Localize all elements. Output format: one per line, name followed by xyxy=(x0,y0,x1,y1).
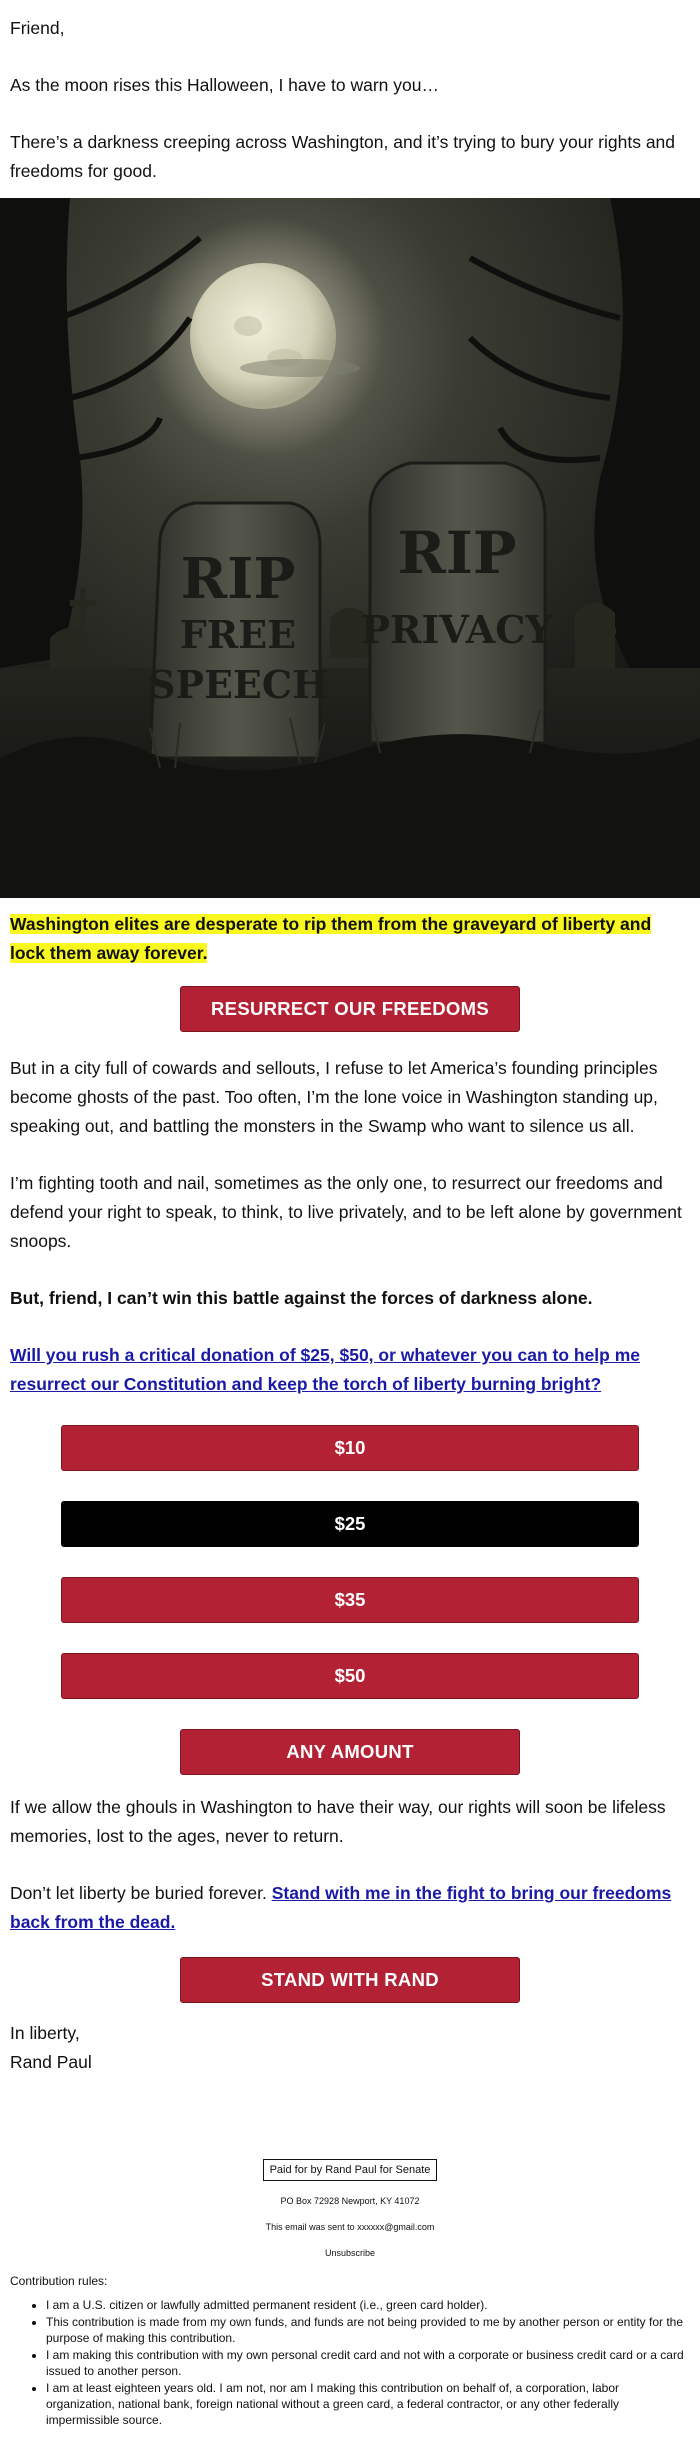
highlighted-statement xyxy=(0,910,700,968)
graveyard-illustration xyxy=(0,198,700,898)
stone-left-line2: FREE xyxy=(179,612,297,657)
stand-with-me-link[interactable]: Stand with me in the fight to bring our freedoms back from the dead. xyxy=(10,1883,672,1932)
amount-button-25[interactable]: $25 xyxy=(61,1501,639,1547)
highlighted-text: Washington elites are desperate to rip them from the graveyard of liberty and lock them away forever. xyxy=(10,914,652,963)
rule-item: • I am a U.S. citizen or lawfully admitted permanent resident (i.e., green card holder). xyxy=(46,2297,690,2313)
rule-item: • I am at least eighteen years old. I am not, nor am I making this contribution on behalf of, a corporation, labor organization, national bank, foreign national without a green card, a federal contractor, or any other federally impermissible source. xyxy=(46,2380,690,2428)
stone-left-line1: RIP xyxy=(180,546,296,612)
rule-item: • This contribution is made from my own funds, and funds are not being provided to me by another person or entity for the purpose of making this contribution. xyxy=(46,2314,690,2346)
intro-warning: As the moon rises this Halloween, I have to warn you… xyxy=(10,75,439,95)
resurrect-freedoms-button[interactable]: RESURRECT OUR FREEDOMS xyxy=(180,986,520,1032)
greeting: Friend, xyxy=(10,18,65,38)
rules-list xyxy=(10,2297,690,2428)
paragraph-buried xyxy=(0,1879,700,1937)
donate-paragraph xyxy=(0,1341,700,1399)
donate-link[interactable]: Will you rush a critical donation of $25, $50, or whatever you can to help me resurrect our Constitution and keep the torch of liberty burning bright? xyxy=(10,1345,640,1394)
intro-darkness: There’s a darkness creeping across Washington, and it’s trying to bury your rights and freedoms for good. xyxy=(10,132,676,181)
paragraph-alone: But, friend, I can’t win this battle against the forces of darkness alone. xyxy=(10,1288,593,1308)
hero-graveyard-image[interactable] xyxy=(0,198,700,898)
signoff: In liberty, xyxy=(10,2023,80,2043)
amount-button-35[interactable]: $35 xyxy=(61,1577,639,1623)
amount-button-50[interactable]: $50 xyxy=(61,1653,639,1699)
stone-left-line3: SPEECH xyxy=(147,662,329,707)
paragraph-fighting: I’m fighting tooth and nail, sometimes as the only one, to resurrect our freedoms and defend your right to speak, to think, to live privately, and to be left alone by government snoops. xyxy=(10,1173,682,1251)
paragraph-ghouls: If we allow the ghouls in Washington to have their way, our rights will soon be lifeless memories, lost to the ages, never to return. xyxy=(10,1797,666,1846)
contribution-rules xyxy=(0,2273,700,2428)
paid-for-disclaimer: Paid for by Rand Paul for Senate xyxy=(263,2159,438,2181)
paragraph-city: But in a city full of cowards and sellouts, I refuse to let America’s founding principles become ghosts of the past. Too often, I’m the lone voice in Washington standing up, speaking out, and battling the monsters in the Swamp who want to silence us all. xyxy=(10,1058,658,1136)
footer xyxy=(0,2159,700,2259)
signature: Rand Paul xyxy=(10,2052,92,2072)
stand-with-rand-button[interactable]: STAND WITH RAND xyxy=(180,1957,520,2003)
rules-title: Contribution rules: xyxy=(10,2274,108,2288)
sent-to-notice: This email was sent to xxxxxx@gmail.com xyxy=(265,2222,435,2232)
buried-text: Don’t let liberty be buried forever. xyxy=(10,1883,267,1903)
mailing-address: PO Box 72928 Newport, KY 41072 xyxy=(280,2196,420,2206)
amount-button-10[interactable]: $10 xyxy=(61,1425,639,1471)
any-amount-button[interactable]: ANY AMOUNT xyxy=(180,1729,520,1775)
stone-right-line2: PRIVACY xyxy=(361,607,553,652)
rule-item: • I am making this contribution with my own personal credit card and not with a corporate or business credit card or a card issued to another person. xyxy=(46,2347,690,2379)
unsubscribe-link[interactable]: Unsubscribe xyxy=(324,2248,376,2258)
stone-right-line1: RIP xyxy=(397,519,517,587)
